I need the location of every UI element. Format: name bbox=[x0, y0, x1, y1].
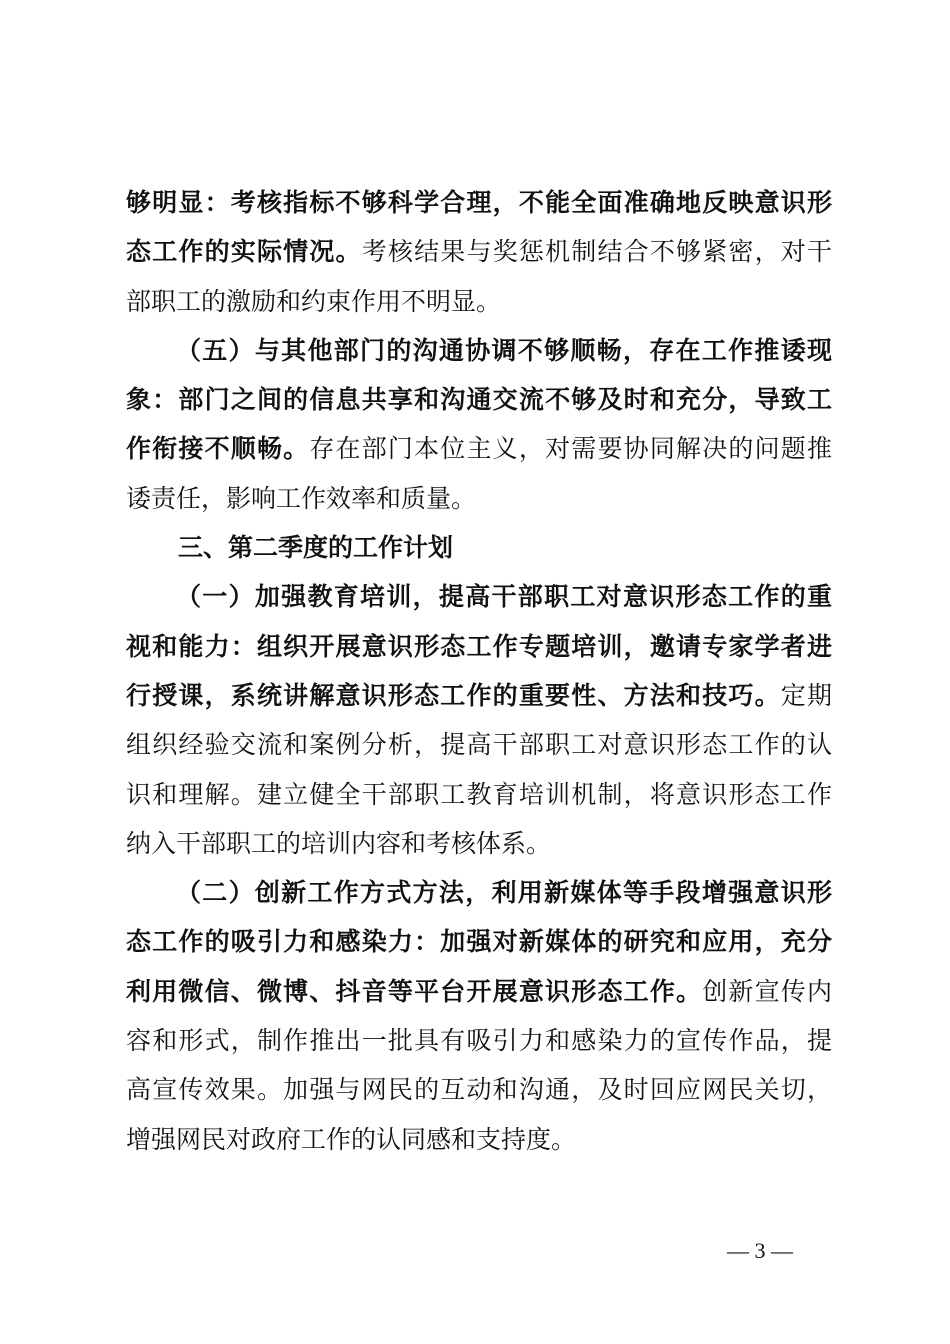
normal-text: 部职工的激励和约束作用不明显。 bbox=[126, 286, 502, 316]
page-number: — 3 — bbox=[727, 1238, 793, 1263]
section-heading-2 bbox=[126, 868, 832, 917]
text-line bbox=[126, 671, 832, 720]
text-line bbox=[126, 1115, 832, 1164]
bold-text: 象：部门之间的信息共享和沟通交流不够及时和充分，导致工 bbox=[126, 385, 832, 415]
text-line bbox=[126, 1065, 832, 1114]
bold-text: 够明显：考核指标不够科学合理，不能全面准确地反映意识形 bbox=[126, 188, 832, 217]
bold-text: 作衔接不顺畅。 bbox=[126, 434, 310, 464]
bold-text: 态工作的吸引力和感染力：加强对新媒体的研究和应用，充分 bbox=[126, 927, 832, 957]
normal-text: 考核结果与奖惩机制结合不够紧密，对干 bbox=[361, 237, 832, 267]
bold-text: 态工作的实际情况。 bbox=[126, 237, 362, 267]
chapter-heading bbox=[126, 523, 832, 572]
text-line bbox=[126, 720, 832, 769]
bold-text: 三、第二季度的工作计划 bbox=[178, 533, 454, 563]
bold-text: 利用微信、微博、抖音等平台开展意识形态工作。 bbox=[126, 976, 703, 1006]
text-line bbox=[126, 375, 832, 424]
normal-text: 组织经验交流和案例分析，提高干部职工对意识形态工作的认 bbox=[126, 730, 832, 760]
text-line bbox=[126, 967, 832, 1016]
text-line bbox=[126, 770, 832, 819]
normal-text: 高宣传效果。加强与网民的互动和沟通，及时回应网民关切， bbox=[126, 1075, 832, 1105]
text-line bbox=[126, 917, 832, 966]
normal-text: 定期 bbox=[780, 680, 832, 710]
text-line bbox=[126, 622, 832, 671]
normal-text: 创新宣传内 bbox=[702, 976, 832, 1006]
normal-text: 识和理解。建立健全干部职工教育培训机制，将意识形态工作 bbox=[126, 779, 832, 809]
text-line bbox=[126, 424, 832, 473]
text-line bbox=[126, 1016, 832, 1065]
normal-text: 存在部门本位主义，对需要协同解决的问题推 bbox=[309, 434, 832, 464]
section-heading-1 bbox=[126, 572, 832, 621]
text-line bbox=[126, 227, 832, 276]
bold-text: 视和能力：组织开展意识形态工作专题培训，邀请专家学者进 bbox=[126, 631, 832, 661]
normal-text: 诿责任，影响工作效率和质量。 bbox=[126, 483, 477, 513]
bold-text: （一）加强教育培训，提高干部职工对意识形态工作的重 bbox=[176, 582, 832, 612]
text-line bbox=[126, 277, 832, 326]
text-line bbox=[126, 474, 832, 523]
text-line bbox=[126, 819, 832, 868]
text-line bbox=[126, 178, 832, 227]
normal-text: 增强网民对政府工作的认同感和支持度。 bbox=[126, 1124, 577, 1154]
bold-text: （二）创新工作方式方法，利用新媒体等手段增强意识形 bbox=[176, 878, 832, 908]
normal-text: 纳入干部职工的培训内容和考核体系。 bbox=[126, 828, 552, 858]
normal-text: 容和形式，制作推出一批具有吸引力和感染力的宣传作品，提 bbox=[126, 1026, 832, 1056]
bold-text: （五）与其他部门的沟通协调不够顺畅，存在工作推诿现 bbox=[176, 335, 832, 365]
document-body bbox=[126, 178, 832, 1164]
bold-text: 行授课，系统讲解意识形态工作的重要性、方法和技巧。 bbox=[126, 680, 781, 710]
section-heading-5 bbox=[126, 326, 832, 375]
